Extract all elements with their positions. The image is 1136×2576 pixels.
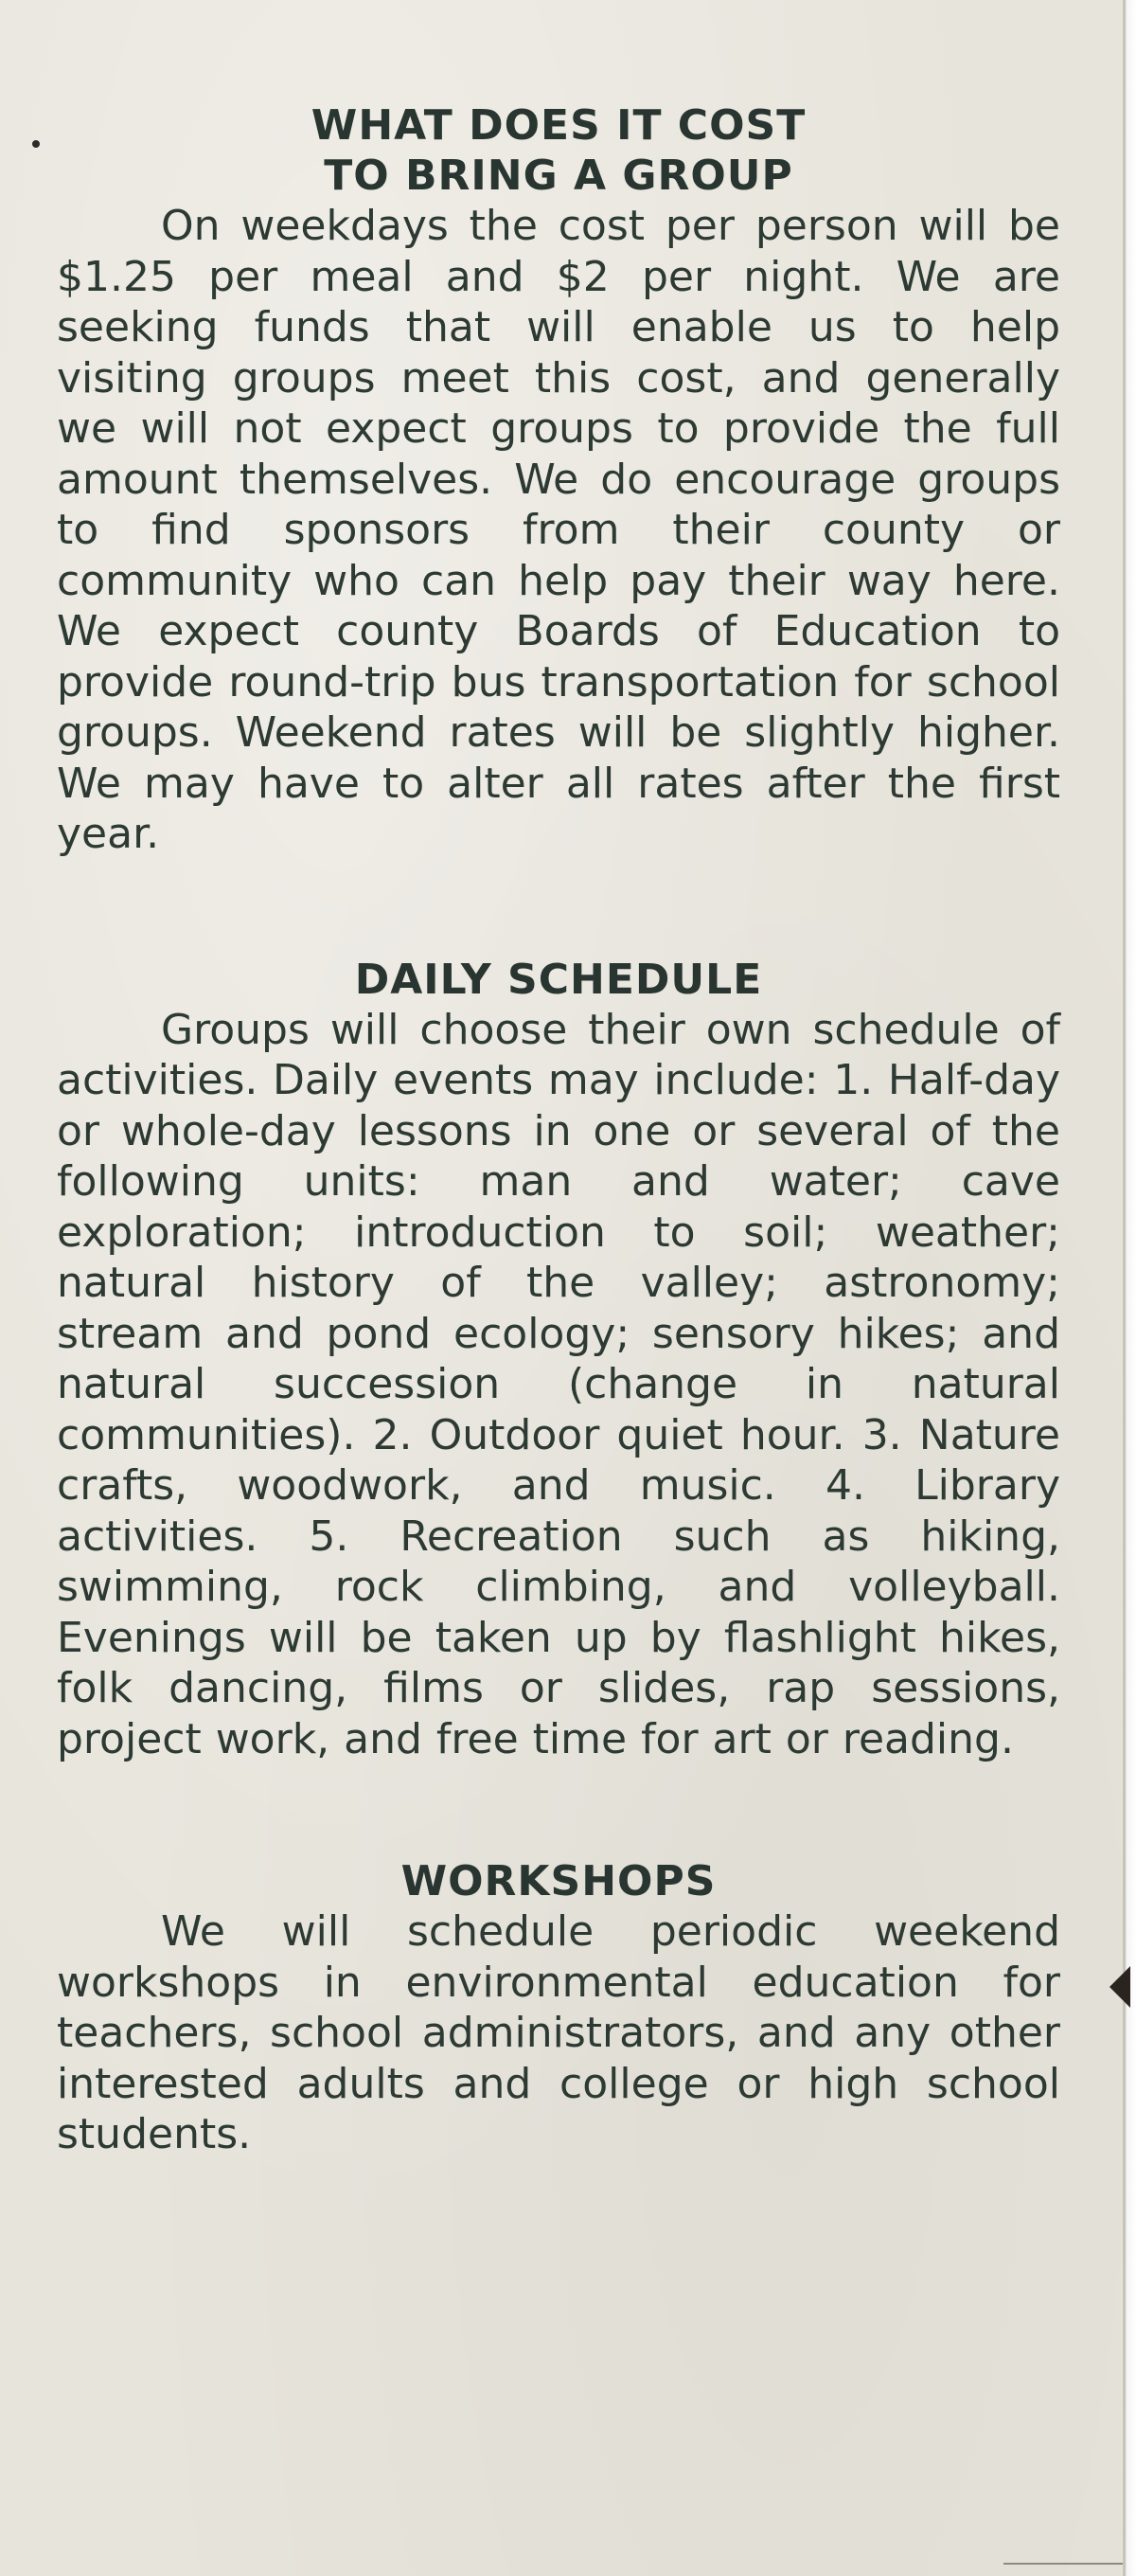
section-heading-daily-schedule: DAILY SCHEDULE — [354, 955, 763, 1004]
section-heading-cost — [57, 100, 1060, 201]
section-body-daily-schedule: Groups will choose their own schedule of activities. Daily events may include: 1. Half-day or whole-day lessons in one or several of the following units: man and water; cave exploration; introduction to soil; weather; natural history of the valley; astronomy; stream and pond ecology; sensory hikes; and natural succession (change in natural communities). 2. Outdoor quiet hour. 3. Nature crafts, woodwork, and music. 4. Library activities. 5. Recreation such as hiking, swimming, rock climbing, and volleyball. Evenings will be taken up by flashlight hikes, folk dancing, films or slides, rap sessions, project work, and free time for art or reading. — [57, 1005, 1060, 1763]
document-content — [57, 100, 1060, 2160]
bottom-edge-line — [1003, 2563, 1123, 2565]
section-cost — [57, 100, 1060, 860]
ink-speck — [32, 140, 40, 148]
section-workshops — [57, 1856, 1060, 2160]
page-edge — [1123, 0, 1136, 2576]
section-body-workshops: We will schedule periodic weekend workshops in environmental education for teachers, school administrators, and any other interested adults and college or high school students. — [57, 1907, 1060, 2158]
section-daily-schedule — [57, 955, 1060, 1765]
section-body-cost: On weekdays the cost per person will be $1.25 per meal and $2 per night. We are seeking funds that will enable us to help visiting groups meet this cost, and generally we will not expect groups to provide the full amount themselves. We do encourage groups to find sponsors from their county or community who can help pay their way here. We expect county Boards of Education to provide round-trip bus transportation for school groups. Weekend rates will be slightly higher. We may have to alter all rates after the first year. — [57, 202, 1060, 858]
heading-cost-line-2: TO BRING A GROUP — [324, 152, 793, 200]
edge-nick-mark — [1109, 1966, 1130, 2008]
section-heading-workshops: WORKSHOPS — [400, 1857, 717, 1905]
heading-cost-line-1: WHAT DOES IT COST — [311, 101, 807, 150]
